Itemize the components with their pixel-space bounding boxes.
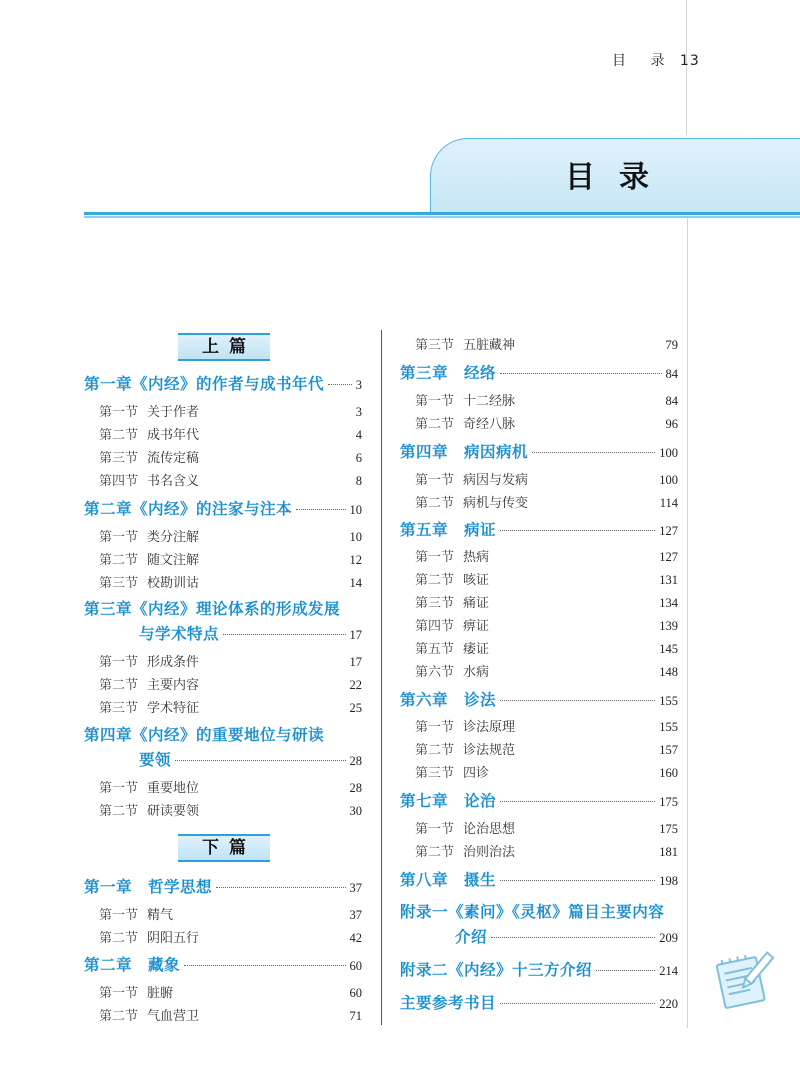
references-title: 主要参考书目: [400, 994, 497, 1012]
section-number: 第一节: [415, 473, 455, 488]
section-title: 病机与传变: [463, 496, 529, 511]
toc-section[interactable]: [415, 615, 678, 634]
toc-section[interactable]: [99, 424, 362, 443]
section-title: 气血营卫: [147, 1009, 200, 1024]
chapter-title-line1[interactable]: 第三章《内经》理论体系的形成发展: [84, 600, 341, 618]
toc-section[interactable]: [99, 447, 362, 466]
page-ref: 10: [349, 503, 362, 517]
title-rule: [84, 212, 800, 215]
chapter-title: 第八章 摄生: [400, 871, 497, 889]
toc-section[interactable]: [415, 334, 678, 353]
section-number: 第一节: [99, 530, 139, 545]
chapter-title-line1[interactable]: 第四章《内经》的重要地位与研读: [84, 726, 325, 744]
section-title: 痹证: [463, 619, 490, 634]
page-ref: 155: [659, 694, 678, 708]
section-number: 第五节: [415, 642, 455, 657]
toc-section[interactable]: [415, 661, 678, 680]
page-ref: 42: [349, 931, 362, 945]
toc-section[interactable]: [99, 697, 362, 716]
page-ref: 155: [659, 720, 678, 734]
toc-references[interactable]: [400, 991, 678, 1013]
part-label-lower: 下篇: [178, 834, 270, 862]
header-label: 目 录: [612, 53, 675, 69]
section-number: 第一节: [415, 394, 455, 409]
page-ref: 127: [659, 550, 678, 564]
page-ref: 4: [355, 428, 362, 442]
page-title: 目录: [565, 160, 673, 195]
section-number: 第二节: [99, 428, 139, 443]
toc-section[interactable]: [415, 390, 678, 409]
page-ref: 175: [659, 795, 678, 809]
toc-appendix[interactable]: [400, 958, 678, 980]
page-ref: 25: [349, 701, 362, 715]
page-ref: 100: [659, 473, 678, 487]
section-number: 第一节: [415, 550, 455, 565]
page-ref: 37: [349, 908, 362, 922]
toc-chapter[interactable]: [400, 440, 678, 462]
section-title: 痿证: [463, 642, 490, 657]
page-ref: 209: [659, 931, 678, 945]
section-title: 十二经脉: [463, 394, 516, 409]
section-title: 重要地位: [147, 781, 200, 796]
toc-section[interactable]: [415, 492, 678, 511]
page-ref: 3: [355, 405, 362, 419]
section-number: 第六节: [415, 665, 455, 680]
toc-section[interactable]: [99, 526, 362, 545]
section-number: 第二节: [99, 1009, 139, 1024]
page-ref: 96: [665, 417, 678, 431]
page-ref: 157: [659, 743, 678, 757]
chapter-title: 第七章 论治: [400, 792, 497, 810]
page-ref: 3: [355, 378, 362, 392]
toc-appendix[interactable]: [455, 925, 678, 947]
notepad-pencil-icon: [712, 948, 774, 1010]
section-number: 第一节: [99, 908, 139, 923]
page-ref: 100: [659, 446, 678, 460]
section-number: 第三节: [415, 596, 455, 611]
toc-section[interactable]: [415, 818, 678, 837]
page-ref: 28: [349, 781, 362, 795]
page-ref: 148: [659, 665, 678, 679]
toc-section[interactable]: [415, 469, 678, 488]
toc-section[interactable]: [99, 1005, 362, 1024]
page-ref: 79: [665, 338, 678, 352]
header-page-number: 13: [679, 53, 700, 69]
title-rule: [84, 216, 800, 218]
page-ref: 8: [355, 474, 362, 488]
page-ref: 28: [349, 754, 362, 768]
page-ref: 14: [349, 576, 362, 590]
toc-chapter[interactable]: [400, 868, 678, 890]
section-number: 第一节: [99, 781, 139, 796]
section-title: 脏腑: [147, 986, 174, 1001]
page-ref: 71: [349, 1009, 362, 1023]
section-number: 第二节: [99, 553, 139, 568]
section-title: 奇经八脉: [463, 417, 516, 432]
section-number: 第三节: [99, 701, 139, 716]
chapter-title: 第一章 哲学思想: [84, 878, 213, 896]
toc-section[interactable]: [415, 841, 678, 860]
section-title: 痛证: [463, 596, 490, 611]
toc-chapter[interactable]: [84, 875, 362, 897]
toc-section[interactable]: [99, 777, 362, 796]
section-title: 成书年代: [147, 428, 200, 443]
section-title: 咳证: [463, 573, 490, 588]
column-divider: [381, 330, 382, 1025]
chapter-title: 第五章 病证: [400, 521, 497, 539]
page-ref: 198: [659, 874, 678, 888]
page-ref: 30: [349, 804, 362, 818]
appendix-title: 附录二《内经》十三方介绍: [400, 961, 593, 979]
section-title: 流传定稿: [147, 451, 200, 466]
toc-chapter[interactable]: [84, 953, 362, 975]
section-number: 第二节: [99, 678, 139, 693]
section-number: 第三节: [99, 451, 139, 466]
section-number: 第一节: [99, 986, 139, 1001]
toc-section[interactable]: [415, 592, 678, 611]
page-ref: 145: [659, 642, 678, 656]
toc-section[interactable]: [99, 651, 362, 670]
section-title: 五脏藏神: [463, 338, 516, 353]
section-number: 第四节: [99, 474, 139, 489]
toc-chapter[interactable]: [139, 622, 362, 644]
toc-section[interactable]: [99, 927, 362, 946]
toc-section[interactable]: [415, 638, 678, 657]
section-title: 研读要领: [147, 804, 200, 819]
section-title: 四诊: [463, 766, 490, 781]
toc-section[interactable]: [415, 546, 678, 565]
section-number: 第二节: [415, 743, 455, 758]
page-ref: 214: [659, 964, 678, 978]
section-number: 第二节: [99, 804, 139, 819]
section-number: 第二节: [415, 573, 455, 588]
section-number: 第四节: [415, 619, 455, 634]
page-ref: 12: [349, 553, 362, 567]
section-title: 精气: [147, 908, 174, 923]
section-title: 学术特征: [147, 701, 200, 716]
section-title: 校勘训诂: [147, 576, 200, 591]
section-title: 病因与发病: [463, 473, 529, 488]
toc-section[interactable]: [99, 800, 362, 819]
section-number: 第一节: [99, 405, 139, 420]
page-ref: 84: [665, 394, 678, 408]
toc-chapter[interactable]: [84, 497, 362, 519]
section-title: 书名含义: [147, 474, 200, 489]
page-ref: 17: [349, 628, 362, 642]
toc-chapter[interactable]: [139, 748, 362, 770]
page-ref: 37: [349, 881, 362, 895]
section-title: 形成条件: [147, 655, 200, 670]
toc-section[interactable]: [99, 982, 362, 1001]
toc-section[interactable]: [415, 739, 678, 758]
toc-section[interactable]: [415, 716, 678, 735]
section-title: 热病: [463, 550, 490, 565]
section-title: 类分注解: [147, 530, 200, 545]
section-title: 主要内容: [147, 678, 200, 693]
chapter-title: 第二章《内经》的注家与注本: [84, 500, 293, 518]
section-number: 第二节: [415, 496, 455, 511]
section-title: 阴阳五行: [147, 931, 200, 946]
chapter-title: 第二章 藏象: [84, 956, 181, 974]
chapter-title-line2: 与学术特点: [139, 625, 220, 643]
section-number: 第三节: [415, 338, 455, 353]
section-number: 第三节: [99, 576, 139, 591]
section-title: 治则治法: [463, 845, 516, 860]
page-ref: 60: [349, 986, 362, 1000]
section-number: 第一节: [415, 720, 455, 735]
chapter-title: 第三章 经络: [400, 364, 497, 382]
toc-section[interactable]: [99, 572, 362, 591]
page-ref: 10: [349, 530, 362, 544]
toc-section[interactable]: [99, 674, 362, 693]
page-ref: 220: [659, 997, 678, 1011]
section-title: 诊法规范: [463, 743, 516, 758]
page-ref: 139: [659, 619, 678, 633]
section-number: 第一节: [415, 822, 455, 837]
page-ref: 22: [349, 678, 362, 692]
page-ref: 127: [659, 524, 678, 538]
page-ref: 6: [355, 451, 362, 465]
chapter-title: 第四章 病因病机: [400, 443, 529, 461]
page-ref: 175: [659, 822, 678, 836]
toc-section[interactable]: [415, 762, 678, 781]
page-ref: 134: [659, 596, 678, 610]
page-ref: 60: [349, 959, 362, 973]
section-title: 关于作者: [147, 405, 200, 420]
page-ref: 17: [349, 655, 362, 669]
margin-line: [687, 218, 688, 1028]
section-number: 第二节: [99, 931, 139, 946]
page-ref: 114: [659, 496, 678, 510]
part-label-upper: 上篇: [178, 333, 270, 361]
section-title: 论治思想: [463, 822, 516, 837]
toc-section[interactable]: [415, 413, 678, 432]
page-ref: 84: [665, 367, 678, 381]
page-ref: 131: [659, 573, 678, 587]
section-title: 水病: [463, 665, 490, 680]
section-number: 第三节: [415, 766, 455, 781]
chapter-title: 第六章 诊法: [400, 691, 497, 709]
toc-chapter[interactable]: [400, 789, 678, 811]
toc-section[interactable]: [415, 569, 678, 588]
toc-section[interactable]: [99, 401, 362, 420]
page-ref: 181: [659, 845, 678, 859]
page-ref: 160: [659, 766, 678, 780]
section-number: 第二节: [415, 417, 455, 432]
chapter-title: 第一章《内经》的作者与成书年代: [84, 375, 325, 393]
section-number: 第一节: [99, 655, 139, 670]
toc-chapter[interactable]: [84, 372, 362, 394]
toc-chapter[interactable]: [400, 688, 678, 710]
appendix-title-line1[interactable]: 附录一《素问》《灵枢》篇目主要内容: [400, 903, 665, 921]
toc-section[interactable]: [99, 549, 362, 568]
toc-chapter[interactable]: [400, 361, 678, 383]
section-number: 第二节: [415, 845, 455, 860]
toc-section[interactable]: [99, 470, 362, 489]
section-title: 诊法原理: [463, 720, 516, 735]
section-title: 随文注解: [147, 553, 200, 568]
running-header: [612, 50, 700, 70]
appendix-title-line2: 介绍: [455, 928, 488, 946]
toc-section[interactable]: [99, 904, 362, 923]
toc-chapter[interactable]: [400, 518, 678, 540]
chapter-title-line2: 要领: [139, 751, 172, 769]
